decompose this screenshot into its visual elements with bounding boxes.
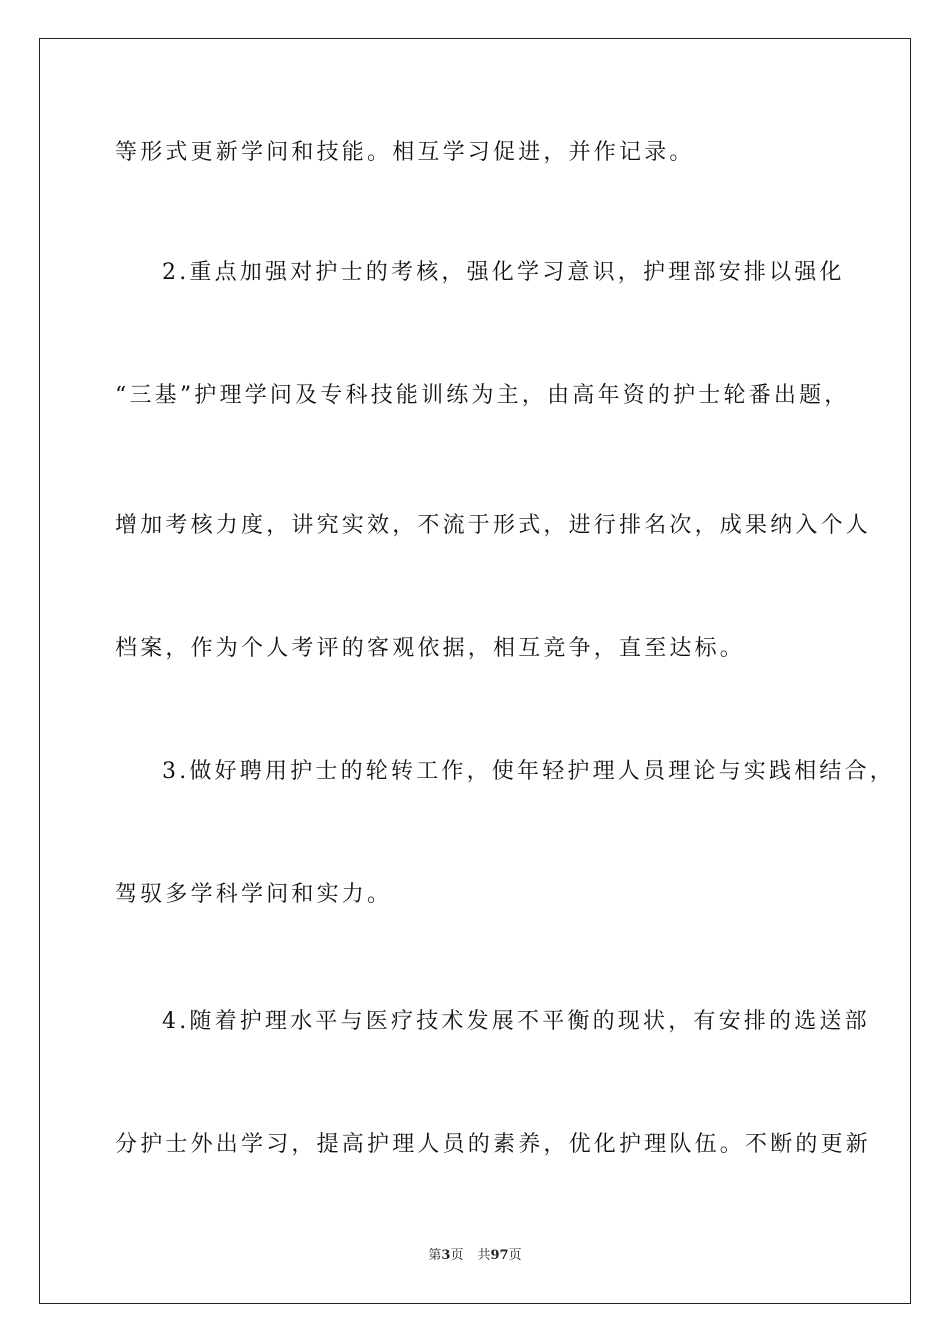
text-line-9: 分护士外出学习，提高护理人员的素养，优化护理队伍。不断的更新	[115, 1132, 872, 1157]
page-suffix: 页	[450, 1248, 464, 1263]
text-line-8: 4.随着护理水平与医疗技术发展不平衡的现状，有安排的选送部	[162, 1009, 870, 1034]
total-pages: 97	[490, 1248, 509, 1263]
text-line-2: 2.重点加强对护士的考核，强化学习意识，护理部安排以强化	[162, 260, 845, 285]
text-line-6: 3.做好聘用护士的轮转工作，使年轻护理人员理论与实践相结合，	[162, 759, 895, 784]
text-line-7: 驾驭多学科学问和实力。	[115, 882, 393, 907]
page-number: 3	[441, 1248, 451, 1263]
text-line-5: 档案，作为个人考评的客观依据，相互竞争，直至达标。	[115, 636, 746, 661]
total-suffix: 页	[508, 1248, 522, 1263]
total-prefix: 共	[477, 1248, 491, 1263]
page-prefix: 第	[428, 1248, 442, 1263]
text-line-3: “三基”护理学问及专科技能训练为主，由高年资的护士轮番出题，	[115, 383, 850, 408]
text-line-1: 等形式更新学问和技能。相互学习促进，并作记录。	[115, 140, 695, 165]
page-footer	[0, 1247, 950, 1265]
page-border	[39, 38, 911, 1304]
text-line-4: 增加考核力度，讲究实效，不流于形式，进行排名次，成果纳入个人	[115, 513, 872, 538]
